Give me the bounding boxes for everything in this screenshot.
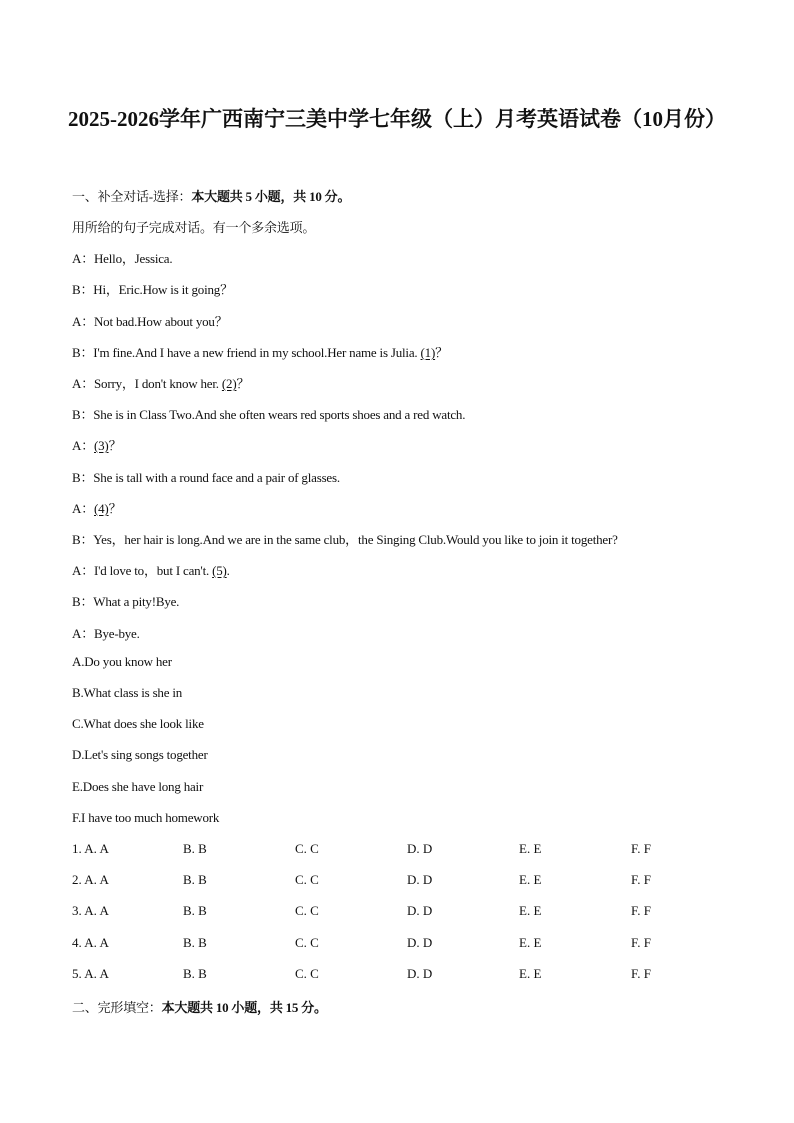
dialogue-line: [72, 342, 448, 361]
section-1-instruction: 用所给的句子完成对话。有一个多余选项。: [72, 220, 316, 235]
choice-c[interactable]: C. C: [295, 966, 319, 981]
choice-b[interactable]: B. B: [183, 966, 207, 981]
choice-f[interactable]: F. F: [631, 935, 651, 950]
choice-c[interactable]: C. C: [295, 872, 319, 887]
section-2-heading: [72, 997, 327, 1016]
dialogue-line: [72, 435, 121, 454]
choice-b[interactable]: B. B: [183, 872, 207, 887]
dialogue-line: A：Not bad.How about you？: [72, 314, 228, 329]
choice-d[interactable]: D. D: [407, 872, 433, 887]
blank-1: (1): [420, 345, 436, 360]
question-number[interactable]: 3. A. A: [72, 903, 109, 918]
question-number[interactable]: 1. A. A: [72, 841, 109, 856]
dialogue-punct: ？: [236, 376, 250, 391]
blank-3: (3): [94, 438, 109, 453]
answer-row: [72, 935, 732, 953]
section-1-desc-a: 本大题共: [191, 189, 243, 204]
choice-e[interactable]: E. E: [519, 935, 542, 950]
option-item: E.Does she have long hair: [72, 779, 204, 794]
choice-f[interactable]: F. F: [631, 966, 651, 981]
dialogue-text: A：: [72, 438, 94, 453]
section-1-prefix: 一、补全对话-选择：: [72, 189, 192, 204]
choice-f[interactable]: F. F: [631, 841, 651, 856]
choice-b[interactable]: B. B: [183, 841, 207, 856]
dialogue-line: [72, 560, 230, 579]
dialogue-text: B：I'm fine.And I have a new friend in my school.Her name is Julia.: [72, 345, 421, 360]
answer-row: [72, 903, 732, 921]
blank-4: (4): [94, 501, 109, 516]
section-2-desc-a: 本大题共: [161, 1000, 213, 1015]
section-1-count: 5: [245, 189, 252, 204]
question-number[interactable]: 4. A. A: [72, 935, 109, 950]
section-2-prefix: 二、完形填空：: [72, 1000, 162, 1015]
choice-c[interactable]: C. C: [295, 841, 319, 856]
choice-e[interactable]: E. E: [519, 872, 542, 887]
section-1-desc-b: 小题，共: [254, 189, 307, 204]
dialogue-punct: ？: [108, 501, 122, 516]
choice-f[interactable]: F. F: [631, 903, 651, 918]
dialogue-punct: ？: [108, 438, 122, 453]
question-number[interactable]: 5. A. A: [72, 966, 109, 981]
option-item: B.What class is she in: [72, 685, 183, 700]
choice-d[interactable]: D. D: [407, 966, 433, 981]
exam-title: 2025-2026学年广西南宁三美中学七年级（上）月考英语试卷（10月份）: [68, 107, 726, 131]
section-1-desc-c: 分。: [324, 189, 351, 204]
section-2-desc-c: 分。: [301, 1000, 327, 1015]
dialogue-line: B：Hi，Eric.How is it going？: [72, 282, 233, 297]
choice-d[interactable]: D. D: [407, 841, 433, 856]
dialogue-line: B：Yes，her hair is long.And we are in the same club，the Singing Club.Would you like to join it together?: [72, 532, 618, 547]
dialogue-line: A：Bye-bye.: [72, 626, 140, 641]
dialogue-line: A：Hello，Jessica.: [72, 251, 173, 266]
section-2-desc-b: 小题，共: [231, 1000, 283, 1015]
choice-e[interactable]: E. E: [519, 966, 542, 981]
option-item: F.I have too much homework: [72, 810, 220, 825]
choice-d[interactable]: D. D: [407, 903, 433, 918]
dialogue-line: B：She is tall with a round face and a pair of glasses.: [72, 470, 340, 485]
section-2-score: 15: [285, 1000, 299, 1015]
section-1-score: 10: [309, 189, 322, 204]
dialogue-line: B：She is in Class Two.And she often wears red sports shoes and a red watch.: [72, 407, 466, 422]
option-item: D.Let's sing songs together: [72, 747, 208, 762]
section-1-heading: [72, 186, 350, 205]
choice-c[interactable]: C. C: [295, 935, 319, 950]
choice-e[interactable]: E. E: [519, 841, 542, 856]
question-number[interactable]: 2. A. A: [72, 872, 109, 887]
choice-c[interactable]: C. C: [295, 903, 319, 918]
dialogue-text: A：I'd love to，but I can't.: [72, 563, 213, 578]
dialogue-line: B：What a pity!Bye.: [72, 594, 180, 609]
answer-row: [72, 872, 732, 890]
dialogue-text: A：Sorry，I don't know her.: [72, 376, 222, 391]
choice-f[interactable]: F. F: [631, 872, 651, 887]
option-item: A.Do you know her: [72, 654, 172, 669]
dialogue-punct: .: [226, 563, 230, 578]
section-2-count: 10: [215, 1000, 229, 1015]
choice-e[interactable]: E. E: [519, 903, 542, 918]
answer-row: [72, 966, 732, 984]
dialogue-text: A：: [72, 501, 94, 516]
choice-b[interactable]: B. B: [183, 935, 207, 950]
blank-5: (5): [212, 563, 227, 578]
answer-row: [72, 841, 732, 859]
blank-2: (2): [221, 376, 237, 391]
dialogue-line: [72, 498, 121, 517]
choice-d[interactable]: D. D: [407, 935, 433, 950]
dialogue-punct: ？: [435, 345, 448, 360]
choice-b[interactable]: B. B: [183, 903, 207, 918]
option-item: C.What does she look like: [72, 716, 204, 731]
dialogue-line: [72, 373, 249, 392]
